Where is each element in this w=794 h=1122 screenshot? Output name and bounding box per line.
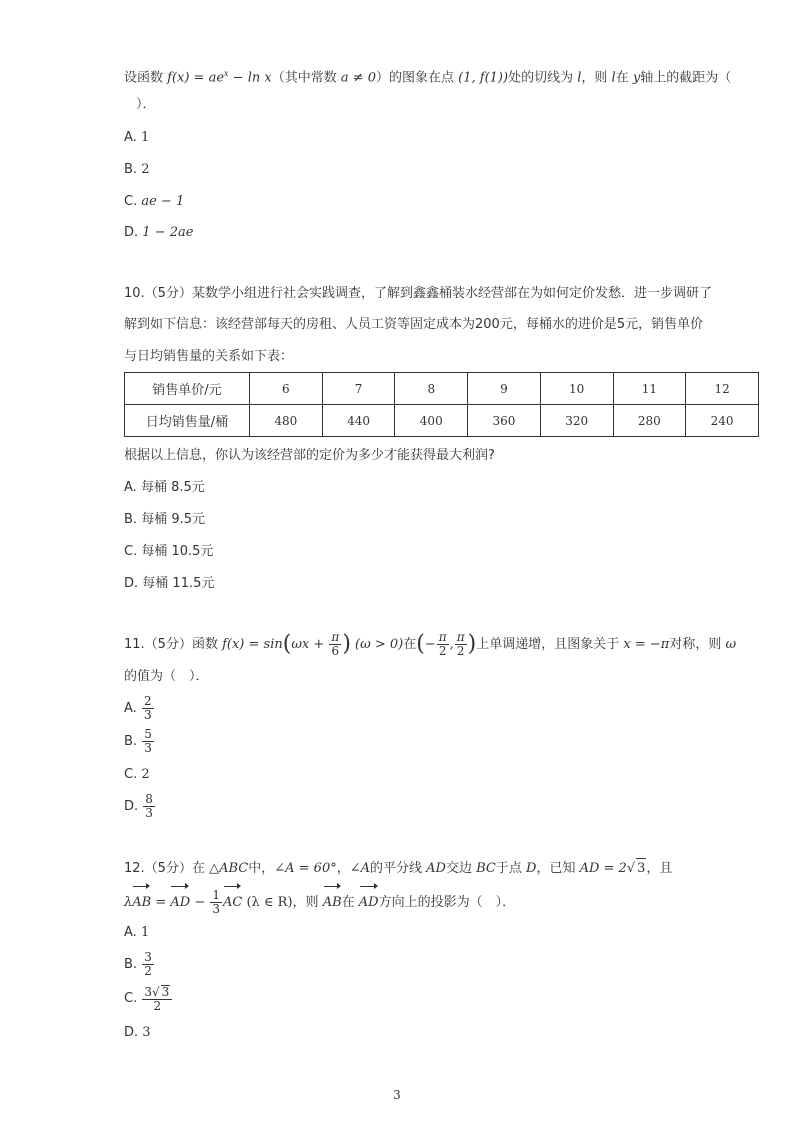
q12-minus: −: [190, 895, 210, 910]
fraction-numerator: 8: [145, 792, 153, 806]
q10-stem-line3: 与日均销售量的关系如下表：: [124, 349, 294, 364]
q9-tangent-symbol: l: [577, 70, 582, 86]
sqrt-icon: √: [152, 984, 160, 999]
table-cell: 12: [686, 373, 759, 405]
option-key: D.: [124, 225, 139, 240]
fraction-numerator: 3: [144, 984, 152, 999]
sqrt-radicand: 3: [636, 858, 646, 879]
q11-option-b[interactable]: [124, 727, 155, 757]
q12-stem-line1: [124, 858, 672, 879]
fraction-denominator: 2: [456, 644, 465, 658]
q10-question: 根据以上信息，你认为该经营部的定价为多少才能获得最大利润?: [124, 448, 495, 463]
option-key: C.: [124, 767, 138, 782]
q11-minus: −: [424, 637, 436, 652]
option-fraction: [142, 985, 172, 1013]
q12-stem-line2: [124, 884, 515, 918]
fraction-numerator: π: [438, 630, 447, 644]
q11-stem-line2: 的值为（ ）．: [124, 669, 209, 684]
q11-option-c[interactable]: [124, 765, 150, 785]
q12-text: 方向上的投影为（ ）．: [378, 895, 516, 910]
q10-table: [124, 372, 759, 437]
vector-ad: AD: [170, 884, 190, 918]
q11-axis: x = −π: [623, 637, 670, 652]
option-value: 2: [141, 162, 150, 177]
q12-text: ，则: [292, 895, 323, 910]
q9-stem-line2: ）．: [136, 97, 156, 112]
fraction-numerator: 1: [212, 888, 220, 902]
q12-option-b[interactable]: [124, 950, 155, 980]
vector-ad: AD: [359, 884, 379, 918]
q9-point: (1, f(1)): [458, 70, 509, 86]
table-cell: 7: [322, 373, 395, 405]
option-key: D.: [124, 1025, 139, 1040]
q9-function: f(x) = ae: [167, 70, 225, 86]
q12-option-d[interactable]: [124, 1023, 151, 1043]
q12-text: 的平分线: [370, 861, 427, 876]
q9-condition: a ≠ 0: [340, 70, 377, 86]
q11-fraction: [455, 631, 467, 658]
q11-option-d[interactable]: [124, 792, 156, 822]
q9-option-a[interactable]: [124, 128, 149, 148]
fraction-denominator: 6: [331, 644, 340, 658]
q12-text: ，已知: [536, 861, 580, 876]
q12-length: AD = 2: [579, 861, 627, 876]
option-value: 每桶 8.5元: [140, 480, 205, 495]
q11-fraction: [437, 631, 449, 658]
q12-text: 中，: [248, 861, 275, 876]
q11-text: 11.（5分）函数: [124, 637, 223, 652]
option-value: 3: [142, 1025, 151, 1040]
table-cell: 240: [686, 405, 759, 437]
q11-stem-line1: 11.（5分）函数 f(x) = sin(ωx + $\frac{\pi}{6}$ ) (ω > 0)在(− $\frac{\pi}{2}$ , $\frac{\pi}{2}$ )上单调递增，且图象关于 x = −π对称，则 ω: [124, 630, 737, 658]
option-key: A.: [124, 925, 137, 940]
q10-stem-line1: 10.（5分）某数学小组进行社会实践调查，了解到鑫鑫桶装水经营部在为如何定价发愁．进一步调研了: [124, 286, 712, 301]
page-number: 3: [393, 1088, 401, 1102]
option-key: B.: [124, 957, 138, 972]
option-key: B.: [124, 512, 138, 527]
q12-lambda-domain: (λ ∈ R): [246, 895, 293, 910]
q10-option-c[interactable]: [124, 542, 213, 562]
q10-stem-line2: 解到如下信息：该经营部每天的房租、人员工资等固定成本为200元，每桶水的进价是5元，销售单价: [124, 317, 704, 332]
option-value: 每桶 11.5元: [142, 576, 215, 591]
table-row-label: 日均销售量/桶: [125, 405, 250, 437]
q9-exponent: x: [224, 69, 229, 78]
q12-triangle: △ABC: [209, 861, 249, 876]
table-cell: 360: [468, 405, 541, 437]
q11-inner: ωx +: [291, 637, 329, 652]
option-key: C.: [124, 544, 138, 559]
option-key: C.: [124, 194, 138, 209]
option-key: D.: [124, 799, 139, 814]
option-value: 每桶 9.5元: [141, 512, 206, 527]
option-fraction: [142, 951, 154, 978]
q12-segment: BC: [476, 861, 496, 876]
q11-option-a[interactable]: [124, 694, 155, 724]
option-key: B.: [124, 162, 138, 177]
fraction-denominator: 2: [153, 998, 162, 1013]
option-key: B.: [124, 734, 138, 749]
option-key: D.: [124, 576, 139, 591]
q12-text: 交边: [445, 861, 477, 876]
q9-stem-line1: [124, 64, 731, 88]
q9-text: 在: [615, 70, 633, 86]
q11-condition: (ω > 0): [355, 637, 404, 652]
vector-ab: AB: [132, 884, 151, 918]
table-cell: 10: [540, 373, 613, 405]
q11-text: 在: [403, 637, 417, 652]
table-row: [125, 405, 759, 437]
q12-text: 在: [341, 895, 359, 910]
table-cell: 8: [395, 373, 468, 405]
q9-option-c[interactable]: [124, 192, 184, 212]
table-row-label: 销售单价/元: [125, 373, 250, 405]
q9-text: 设函数: [124, 70, 168, 86]
q12-angle: ∠A: [349, 861, 371, 876]
q9-function-tail: − ln x: [228, 70, 272, 86]
q11-function: f(x) = sin: [222, 637, 283, 652]
q9-text: 轴上的截距为（: [640, 70, 732, 86]
q11-text: 对称，则: [669, 637, 726, 652]
paren-open-icon: (: [416, 631, 425, 657]
fraction-denominator: 2: [144, 964, 152, 978]
option-key: A.: [124, 480, 137, 495]
q9-text: 处的切线为: [508, 70, 578, 86]
table-cell: 280: [613, 405, 686, 437]
option-fraction: [142, 695, 154, 722]
fraction-denominator: 3: [144, 741, 152, 755]
q12-option-a[interactable]: [124, 923, 149, 943]
fraction-denominator: 3: [212, 902, 220, 916]
fraction-numerator: 2: [143, 694, 152, 708]
q9-text: ，则: [581, 70, 612, 86]
q12-option-c[interactable]: [124, 984, 173, 1014]
option-value: 2: [141, 767, 150, 782]
option-value: 1: [140, 130, 150, 145]
sqrt-icon: √: [626, 861, 636, 876]
q11-text: 上单调递增，且图象关于: [476, 637, 624, 652]
fraction-numerator: π: [331, 630, 340, 644]
option-value: ae − 1: [141, 194, 185, 209]
table-cell: 320: [540, 405, 613, 437]
vector-ac: AC: [223, 884, 242, 918]
q12-text: 于点: [495, 861, 526, 876]
option-key: C.: [124, 991, 138, 1006]
table-row: [125, 373, 759, 405]
q12-point: D: [526, 861, 537, 876]
q12-text: ，: [336, 861, 350, 876]
table-cell: 400: [395, 405, 468, 437]
q9-tangent-symbol: l: [611, 70, 616, 86]
q12-equals: =: [151, 895, 171, 910]
sqrt-radicand: 3: [161, 984, 170, 999]
option-key: A.: [124, 701, 137, 716]
paren-close-icon: ): [342, 631, 351, 657]
q11-fraction: [329, 631, 341, 658]
fraction-denominator: 2: [438, 644, 447, 658]
q12-lambda: λ: [124, 895, 133, 910]
fraction-numerator: 5: [144, 727, 152, 741]
table-cell: 480: [250, 405, 323, 437]
q9-text: （其中常数: [271, 70, 341, 86]
table-cell: 6: [250, 373, 323, 405]
table-cell: 11: [613, 373, 686, 405]
option-value: 1 − 2ae: [142, 225, 194, 240]
q10-option-a[interactable]: [124, 478, 205, 498]
option-fraction: [142, 728, 154, 755]
q12-angle: ∠A = 60°: [274, 861, 337, 876]
fraction-denominator: 3: [145, 806, 153, 820]
fraction-numerator: π: [456, 630, 465, 644]
table-cell: 440: [322, 405, 395, 437]
fraction-numerator: 3: [144, 950, 152, 964]
option-fraction: [143, 793, 155, 820]
q12-fraction: [210, 889, 222, 916]
q12-text: ，且: [646, 861, 673, 876]
fraction-denominator: 3: [143, 708, 152, 722]
q9-text: ）的图象在点: [376, 70, 459, 86]
q10-option-b[interactable]: [124, 510, 205, 530]
q11-omega: ω: [725, 637, 737, 652]
q9-option-d[interactable]: [124, 223, 193, 243]
option-value: 1: [140, 925, 150, 940]
option-value: 每桶 10.5元: [141, 544, 214, 559]
q10-option-d[interactable]: [124, 574, 214, 594]
vector-ab: AB: [323, 884, 342, 918]
q12-segment: AD: [426, 861, 446, 876]
option-key: A.: [124, 130, 137, 145]
paren-close-icon: ): [467, 631, 477, 657]
table-cell: 9: [468, 373, 541, 405]
q9-option-b[interactable]: [124, 160, 149, 180]
q9-axis-symbol: y: [632, 70, 641, 86]
paren-open-icon: (: [282, 631, 292, 657]
q12-text: 12.（5分）在: [124, 861, 210, 876]
